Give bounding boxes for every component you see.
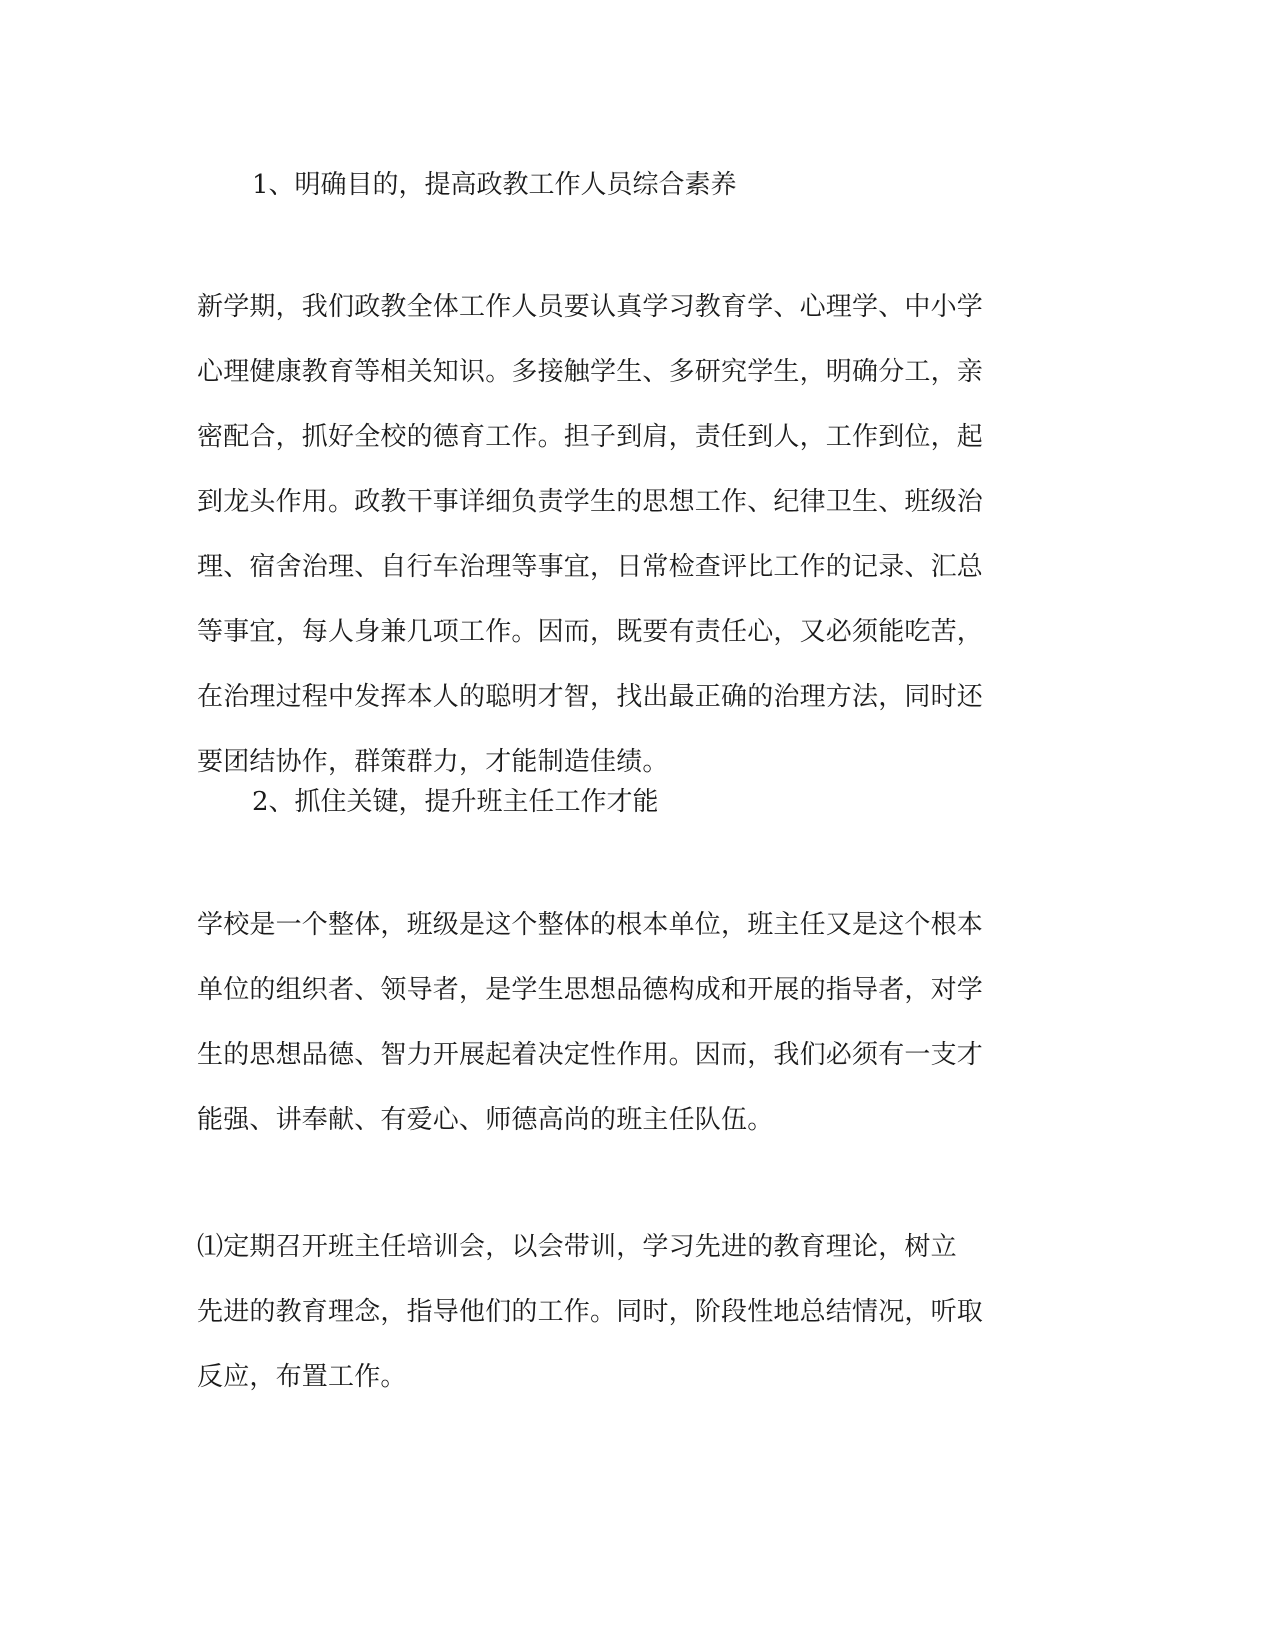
- section-heading-2: 2、抓住关键，提升班主任工作才能: [252, 787, 659, 817]
- paragraph-3: [197, 1215, 1082, 1410]
- paragraph-line: 要团结协作，群策群力，才能制造佳绩。: [197, 747, 669, 777]
- paragraph-line: 能强、讲奉献、有爱心、师德高尚的班主任队伍。: [197, 1105, 774, 1135]
- paragraph-line: 反应，布置工作。: [197, 1362, 407, 1392]
- paragraph-1: [197, 275, 1082, 795]
- paragraph-line: 单位的组织者、领导者，是学生思想品德构成和开展的指导者，对学: [197, 975, 984, 1005]
- paragraph-line: 学校是一个整体，班级是这个整体的根本单位，班主任又是这个根本: [197, 910, 984, 940]
- paragraph-line: 到龙头作用。政教干事详细负责学生的思想工作、纪律卫生、班级治: [197, 487, 984, 517]
- paragraph-2: [197, 893, 1082, 1153]
- paragraph-line: 新学期，我们政教全体工作人员要认真学习教育学、心理学、中小学: [197, 292, 984, 322]
- paragraph-line: 心理健康教育等相关知识。多接触学生、多研究学生，明确分工，亲: [197, 357, 984, 387]
- paragraph-line: 生的思想品德、智力开展起着决定性作用。因而，我们必须有一支才: [197, 1040, 984, 1070]
- paragraph-line: 理、宿舍治理、自行车治理等事宜，日常检查评比工作的记录、汇总: [197, 552, 984, 582]
- paragraph-line: 等事宜，每人身兼几项工作。因而，既要有责任心，又必须能吃苦，: [197, 617, 984, 647]
- paragraph-line: 先进的教育理念，指导他们的工作。同时，阶段性地总结情况，听取: [197, 1297, 984, 1327]
- paragraph-line: ⑴定期召开班主任培训会，以会带训，学习先进的教育理论，树立: [197, 1232, 957, 1262]
- section-heading-1: 1、明确目的，提高政教工作人员综合素养: [252, 170, 737, 200]
- paragraph-line: 密配合，抓好全校的德育工作。担子到肩，责任到人，工作到位，起: [197, 422, 984, 452]
- paragraph-line: 在治理过程中发挥本人的聪明才智，找出最正确的治理方法，同时还: [197, 682, 984, 712]
